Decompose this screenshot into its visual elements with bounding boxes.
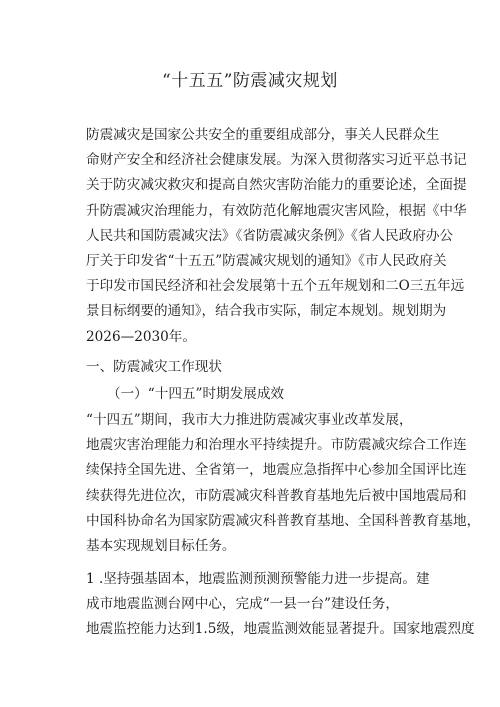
paragraph-line: 中国科协命名为国家防震减灾科普教育基地、全国科普教育基地， bbox=[86, 512, 481, 529]
subsection-heading: （一）“十四五”时期发展成效 bbox=[107, 386, 285, 402]
paragraph-line: 续获得先进位次，市防震减灾科普教育基地先后被中国地震局和 bbox=[86, 487, 467, 504]
paragraph-line: 升防震减灾治理能力，有效防范化解地震灾害风险，根据《中华 bbox=[86, 202, 467, 219]
paragraph-line: 防震减灾是国家公共安全的重要组成部分，事关人民群众生 bbox=[86, 127, 440, 143]
item-paragraph bbox=[58, 567, 475, 643]
section-heading: 一、防震减灾工作现状 bbox=[86, 359, 222, 375]
paragraph-line: 基本实现规划目标任务。 bbox=[86, 538, 236, 555]
paragraph-line: 厅关于印发省“十五五”防震减灾规划的通知》《市人民政府关 bbox=[86, 253, 447, 270]
paragraph-line: 成市地震监测台网中心，完成“一县一台”建设任务， bbox=[86, 596, 399, 613]
paragraph-line: 人民共和国防震减灾法》《省防震减灾条例》《省人民政府办公 bbox=[86, 227, 454, 244]
paragraph-line: 2026—2030年。 bbox=[86, 328, 196, 345]
paragraph-line: 命财产安全和经济社会健康发展。为深入贯彻落实习近平总书记 bbox=[86, 152, 467, 169]
paragraph-line: “十四五”期间，我市大力推进防震减灾事业改革发展， bbox=[86, 412, 413, 428]
paragraph-line: 1 .坚持强基固本，地震监测预测预警能力进一步提高。建 bbox=[86, 571, 430, 587]
intro-paragraph bbox=[58, 123, 467, 350]
paragraph-line: 地震监控能力达到1.5级，地震监测效能显著提升。国家地震烈度 bbox=[86, 621, 475, 638]
paragraph-line: 关于防灾减灾救灾和提高自然灾害防治能力的重要论述，全面提 bbox=[86, 177, 467, 194]
paragraph-line: 续保持全国先进、全省第一，地震应急指挥中心参加全国评比连 bbox=[86, 462, 467, 479]
paragraph-line: 景目标纲要的通知》，结合我市实际，制定本规划。规划期为 bbox=[86, 303, 447, 320]
document-title: “十五五”防震减灾规划 bbox=[162, 71, 338, 91]
paragraph-line: 地震灾害治理能力和治理水平持续提升。市防震减灾综合工作连 bbox=[86, 437, 467, 454]
paragraph-line: 于印发市国民经济和社会发展第十五个五年规划和二O三五年远 bbox=[86, 278, 465, 295]
achievements-paragraph bbox=[58, 408, 481, 559]
